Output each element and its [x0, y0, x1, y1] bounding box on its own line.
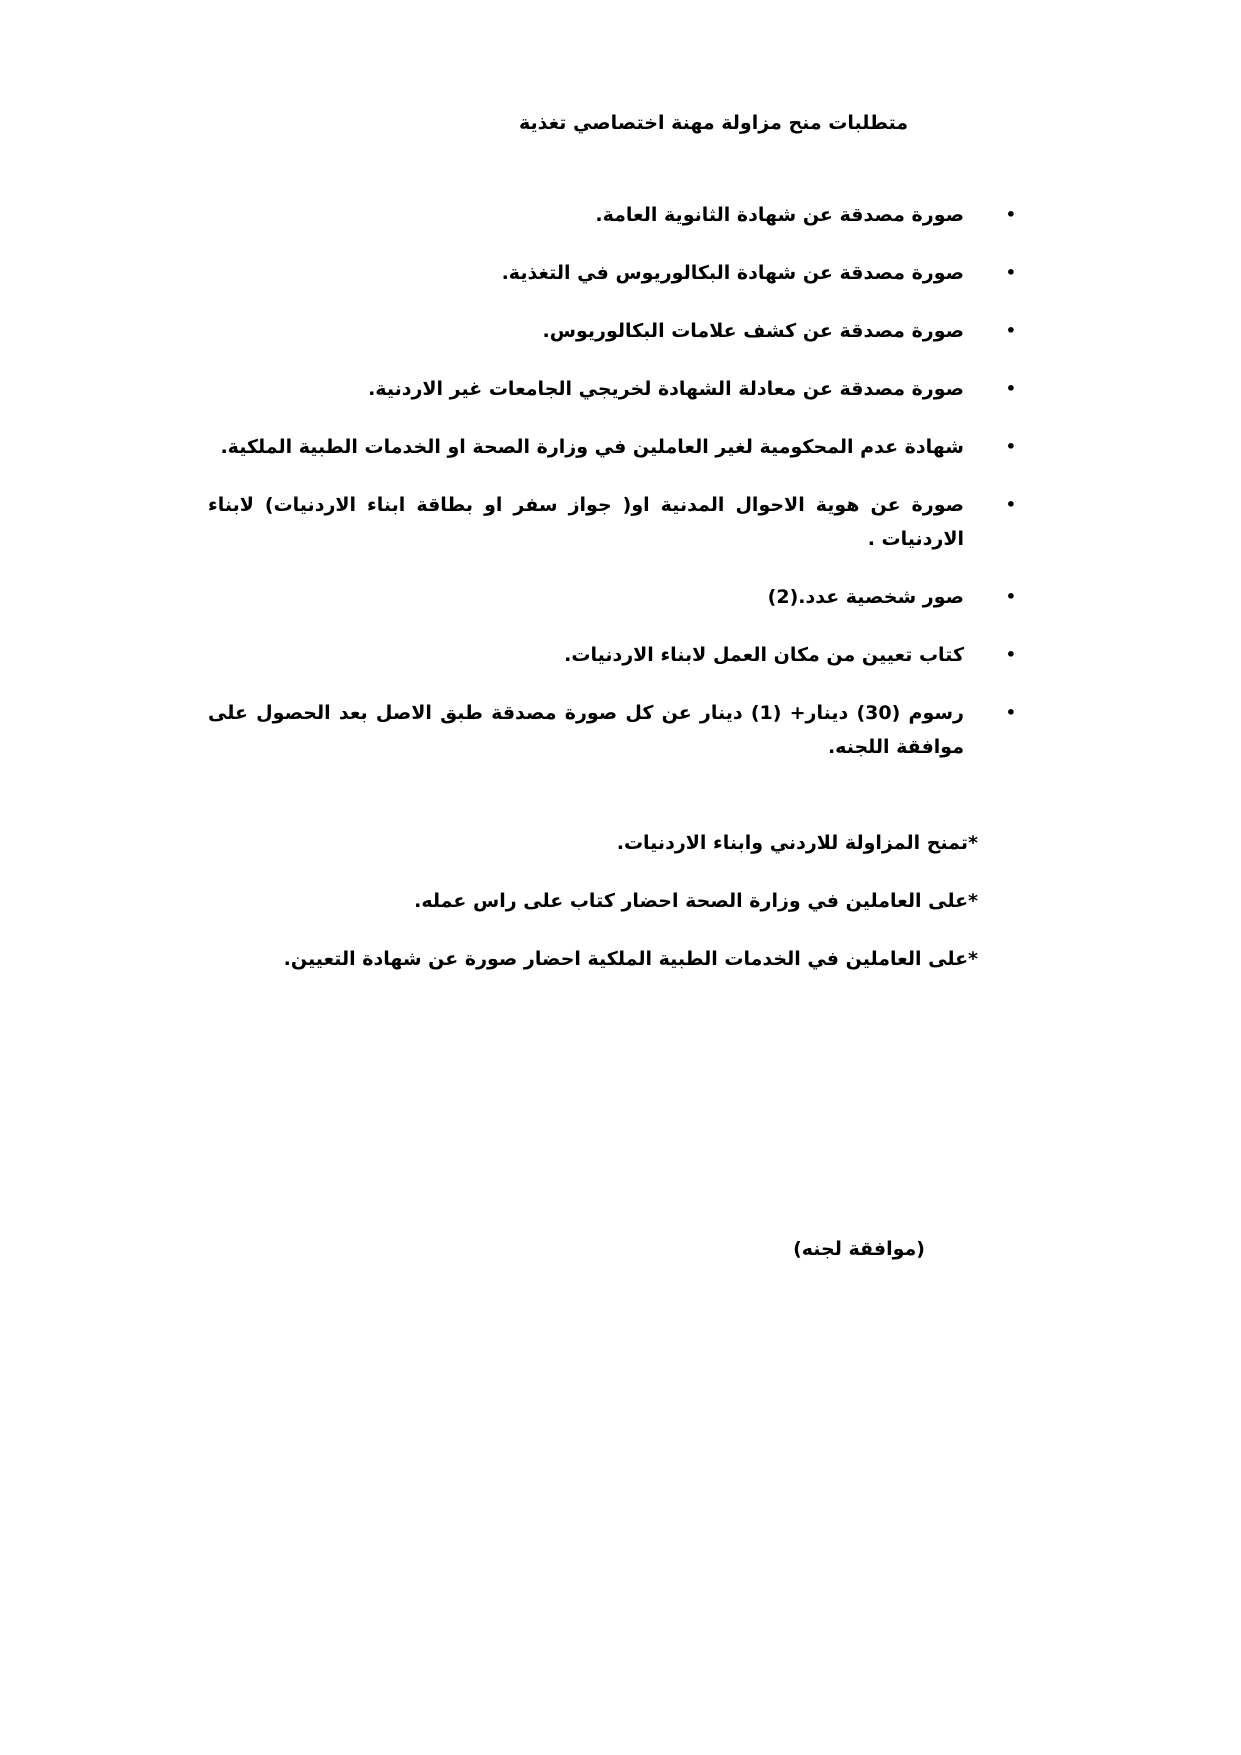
- requirement-text: صورة مصدقة عن شهادة البكالوريوس في التغذية.: [501, 262, 964, 284]
- page-title: متطلبات منح مزاولة مهنة اختصاصي تغذية: [518, 112, 909, 134]
- requirement-text: شهادة عدم المحكومية لغير العاملين في وزارة الصحة او الخدمات الطبية الملكية.: [220, 436, 964, 458]
- list-item: [208, 198, 1016, 232]
- requirement-text: صورة مصدقة عن شهادة الثانوية العامة.: [595, 204, 964, 226]
- requirement-text: رسوم (30) دينار+ (1) دينار عن كل صورة مصدقة طبق الاصل بعد الحصول على موافقة اللجنه.: [208, 702, 964, 758]
- list-item: [208, 256, 1016, 290]
- bullet-icon: •: [1005, 263, 1016, 282]
- bullet-icon: •: [1005, 587, 1016, 606]
- requirement-text: كتاب تعيين من مكان العمل لابناء الاردنيات.: [564, 644, 964, 666]
- list-item: [208, 580, 1016, 614]
- bullet-icon: •: [1005, 321, 1016, 340]
- bullet-icon: •: [1005, 645, 1016, 664]
- note-item: *على العاملين في الخدمات الطبية الملكية احضار صورة عن شهادة التعيين.: [283, 948, 978, 970]
- bullet-icon: •: [1005, 703, 1016, 722]
- list-item: [208, 488, 1016, 556]
- list-item: [208, 696, 1016, 764]
- note-item: *تمنح المزاولة للاردني وابناء الاردنيات.: [616, 832, 978, 854]
- list-item: [208, 430, 1016, 464]
- bullet-icon: •: [1005, 495, 1016, 514]
- list-item: [208, 372, 1016, 406]
- list-item: [208, 638, 1016, 672]
- bullet-icon: •: [1005, 379, 1016, 398]
- note-item: *على العاملين في وزارة الصحة احضار كتاب على راس عمله.: [414, 890, 978, 912]
- requirements-list: [208, 198, 1016, 788]
- notes-list: [198, 826, 978, 1000]
- committee-approval-label: (موافقة لجنه): [793, 1238, 925, 1260]
- bullet-icon: •: [1005, 437, 1016, 456]
- requirement-text: صورة مصدقة عن كشف علامات البكالوريوس.: [542, 320, 964, 342]
- requirement-text: صورة عن هوية الاحوال المدنية او( جواز سفر او بطاقة ابناء الاردنيات) لابناء الاردنيات .: [208, 494, 964, 550]
- list-item: [208, 314, 1016, 348]
- requirement-text: صورة مصدقة عن معادلة الشهادة لخريجي الجامعات غير الاردنية.: [368, 378, 964, 400]
- bullet-icon: •: [1005, 205, 1016, 224]
- requirement-text: صور شخصية عدد.(2): [767, 586, 964, 608]
